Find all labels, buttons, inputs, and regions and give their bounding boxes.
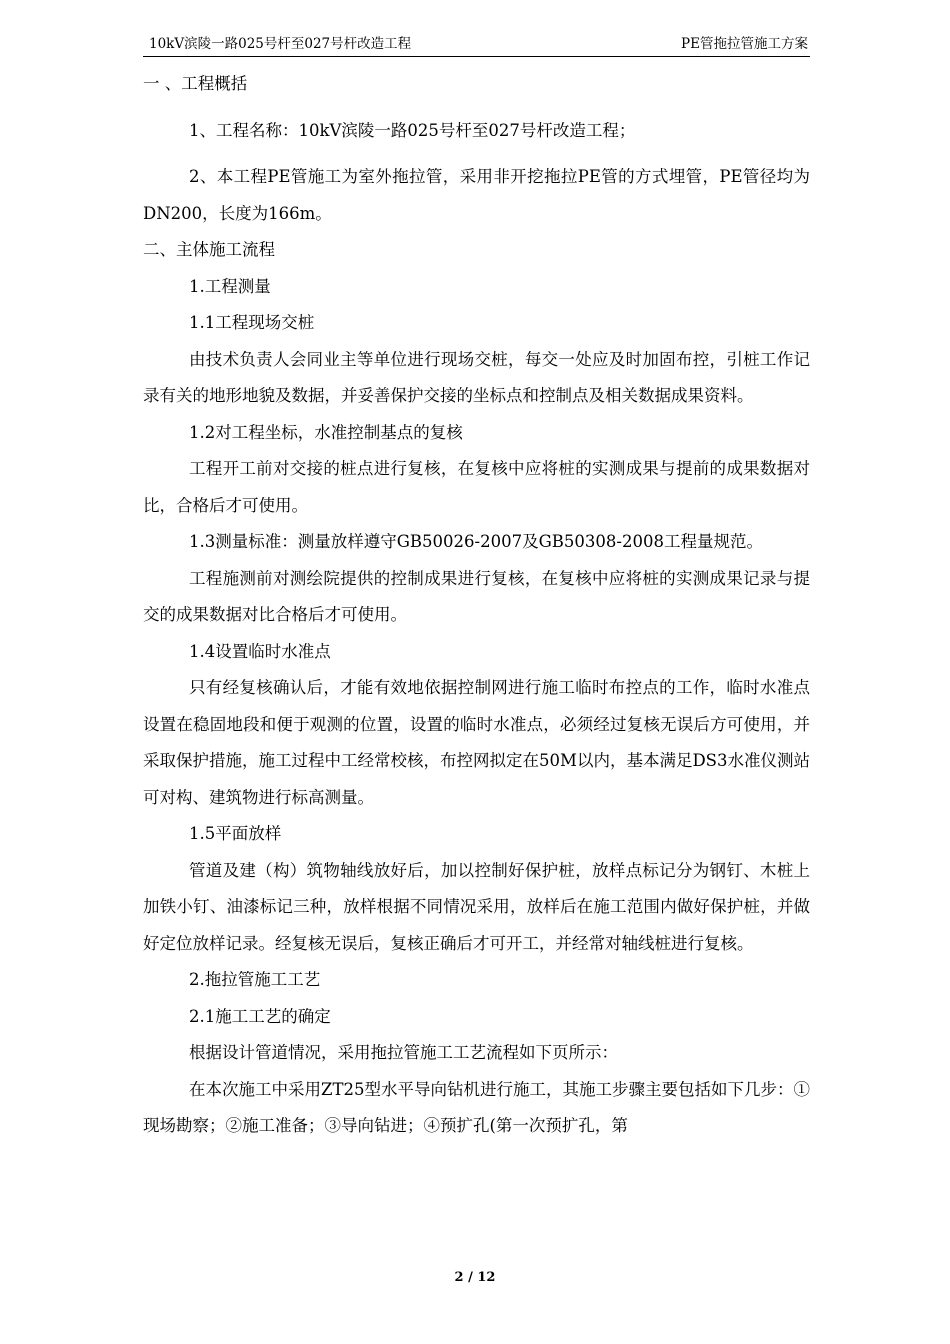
document-body <box>143 66 810 1145</box>
paragraph-project-name: 1、工程名称：10kV滨陵一路025号杆至027号杆改造工程； <box>189 120 636 140</box>
paragraph-2-1b: 在本次施工中采用ZT25型水平导向钻机进行施工，其施工步骤主要包括如下几步：①现场勘察；②施工准备；③导向钻进；④预扩孔(第一次预扩孔，第 <box>143 1079 810 1135</box>
paragraph-1-4: 只有经复核确认后，才能有效地依据控制网进行施工临时布控点的工作，临时水准点设置在稳固地段和便于观测的位置，设置的临时水准点，必须经过复核无误后方可使用，并采取保护措施，施工过程中工经常校核，布控网拟定在50M以内，基本满足DS3水准仪测站可对构、建筑物进行标高测量。 <box>143 678 810 807</box>
heading-1-4: 1.4设置临时水准点 <box>189 641 331 661</box>
section-2-title: 二、主体施工流程 <box>143 240 275 259</box>
paragraph-pe-pipe: 2、本工程PE管施工为室外拖拉管，采用非开挖拖拉PE管的方式埋管，PE管径均为DN200，长度为166m。 <box>143 167 810 223</box>
paragraph-2-1a: 根据设计管道情况，采用拖拉管施工工艺流程如下页所示： <box>189 1043 618 1062</box>
heading-2-1: 2.1施工工艺的确定 <box>189 1006 331 1026</box>
section-1-title: 一 、工程概括 <box>143 74 248 93</box>
heading-1-3: 1.3测量标准：测量放样遵守GB50026-2007及GB50308-2008工程量规范。 <box>189 532 763 551</box>
heading-1-2: 1.2对工程坐标，水准控制基点的复核 <box>189 422 463 442</box>
heading-2: 2.拖拉管施工工艺 <box>189 970 321 989</box>
paragraph-1-1: 由技术负责人会同业主等单位进行现场交桩，每交一处应及时加固布控，引桩工作记录有关的地形地貌及数据，并妥善保护交接的坐标点和控制点及相关数据成果资料。 <box>143 349 810 405</box>
header-document-title: PE管拖拉管施工方案 <box>681 36 808 52</box>
paragraph-1-3: 工程施测前对测绘院提供的控制成果进行复核，在复核中应将桩的实测成果记录与提交的成果数据对比合格后才可使用。 <box>143 568 810 624</box>
heading-1-1: 1.1工程现场交桩 <box>189 313 315 332</box>
page-number: 2 / 12 <box>454 1270 496 1285</box>
paragraph-1-5: 管道及建（构）筑物轴线放好后，加以控制好保护桩，放样点标记分为钢钉、木桩上加铁小钉、油漆标记三种，放样根据不同情况采用，放样后在施工范围内做好保护桩，并做好定位放样记录。经复核无误后，复核正确后才可开工，并经常对轴线桩进行复核。 <box>143 860 810 953</box>
header-project-name: 10kV滨陵一路025号杆至027号杆改造工程 <box>149 36 412 52</box>
paragraph-1-2: 工程开工前对交接的桩点进行复核，在复核中应将桩的实测成果与提前的成果数据对比，合格后才可使用。 <box>143 459 810 515</box>
heading-1-5: 1.5平面放样 <box>189 824 282 843</box>
heading-1: 1.工程测量 <box>189 276 271 296</box>
page-header <box>143 34 810 57</box>
